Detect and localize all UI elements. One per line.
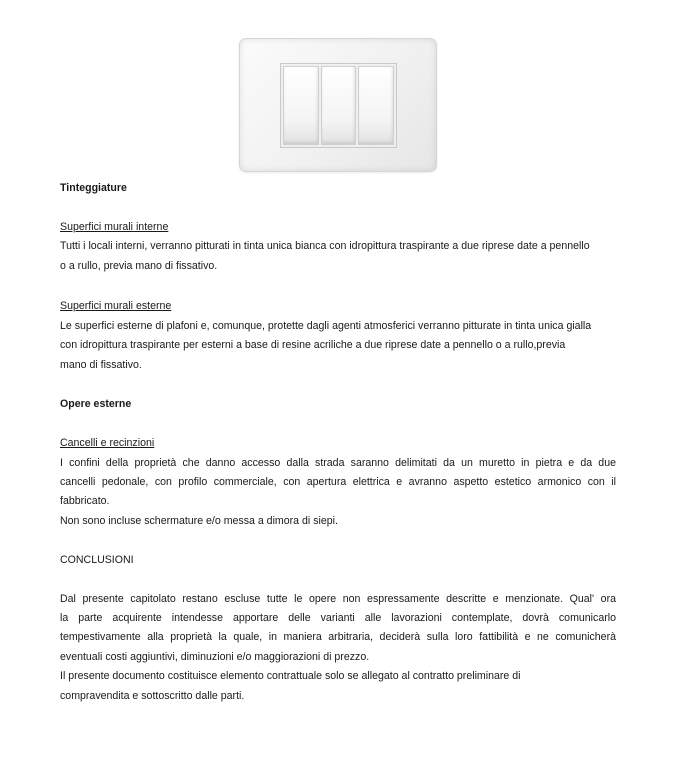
- paragraph-line: mano di fissativo.: [60, 359, 142, 371]
- heading-opere-esterne: Opere esterne: [60, 398, 132, 410]
- paragraph-line: tempestivamente alla proprietà la quale, in maniera arbitraria, deciderà sulla loro fattibilità e ne comunicherà: [60, 631, 616, 643]
- heading-superfici-interne: Superfici murali interne: [60, 221, 169, 233]
- paragraph-line: eventuali costi aggiuntivi, diminuzioni e/o maggiorazioni di prezzo.: [60, 651, 370, 663]
- heading-superfici-esterne: Superfici murali esterne: [60, 300, 172, 312]
- paragraph-line: fabbricato.: [60, 495, 110, 507]
- paragraph-line: o a rullo, previa mano di fissativo.: [60, 260, 218, 272]
- paragraph-line: compravendita e sottoscritto dalle parti.: [60, 690, 245, 702]
- heading-conclusioni: CONCLUSIONI: [60, 554, 134, 566]
- paragraph-line: Non sono incluse schermature e/o messa a dimora di siepi.: [60, 515, 338, 527]
- paragraph-line: Il presente documento costituisce elemento contrattuale solo se allegato al contratto preliminare di: [60, 670, 521, 682]
- paragraph-line: la parte acquirente intendesse apportare delle varianti alle lavorazioni contemplate, dovrà comunicarlo: [60, 612, 616, 624]
- heading-tinteggiature: Tinteggiature: [60, 182, 127, 194]
- paragraph-line: Le superfici esterne di plafoni e, comunque, protette dagli agenti atmosferici verranno pitturate in tinta unica gialla: [60, 320, 592, 332]
- paragraph-line: Tutti i locali interni, verranno pitturati in tinta unica bianca con idropittura traspirante a due riprese date a pennello: [60, 240, 590, 252]
- paragraph-line: con idropittura traspirante per esterni a base di resine acriliche a due riprese date a pennello o a rullo,previa: [60, 339, 566, 351]
- paragraph-line: Dal presente capitolato restano escluse tutte le opere non espressamente descritte e menzionate. Qual' ora: [60, 593, 616, 605]
- heading-cancelli: Cancelli e recinzioni: [60, 437, 155, 449]
- switch-rocker-middle: [321, 66, 357, 145]
- switch-rocker-left: [283, 66, 319, 145]
- switch-rocker-right: [358, 66, 394, 145]
- light-switch-plate-image: [239, 38, 437, 172]
- paragraph-line: I confini della proprietà che danno accesso dalla strada saranno delimitati da un muretto in pietra e da due: [60, 457, 616, 469]
- paragraph-line: cancelli pedonale, con profilo commerciale, con apertura elettrica e avranno aspetto estetico armonico con il: [60, 476, 616, 488]
- switch-frame: [280, 63, 397, 148]
